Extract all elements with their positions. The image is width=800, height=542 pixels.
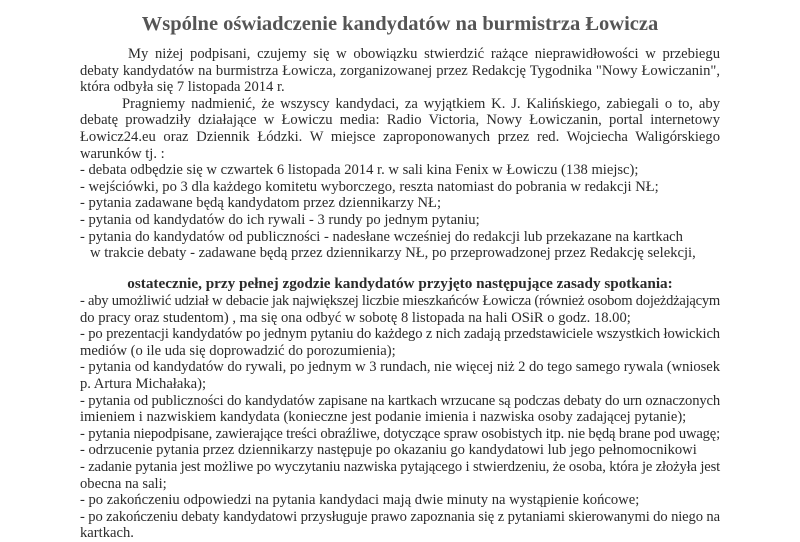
list-item: - pytania niepodpisane, zawierające treści obraźliwe, dotyczące spraw osobistych itp. nie będą brane pod uwagę; [80, 425, 721, 442]
list-item: mediów (o ile uda się doprowadzić do porozumienia); [80, 342, 396, 359]
list-item: - aby umożliwić udział w debacie jak największej liczbie mieszkańców Łowicza (również osobom dojeżdżającym [80, 293, 720, 309]
list-item: - pytania od publiczności do kandydatów zapisane na kartkach wrzucane są podczas debaty do urn oznaczonych [80, 392, 720, 409]
list-item: - pytania do kandydatów od publiczności - nadesłane wcześniej do redakcji lub przekazane na kartkach [80, 228, 683, 245]
intro-section [80, 46, 720, 262]
list-item: do pracy oraz studentom) , ma się ona odbyć w sobotę 8 listopada na hali OSiR o godz. 18.00; [80, 309, 631, 326]
text-line: Łowicz24.eu oraz Dziennik Łódzki. W miejsce zaproponowanych przez red. Wojciecha Waligórskiego [80, 128, 720, 145]
list-item: - pytania od kandydatów do ich rywali - 3 rundy po jednym pytaniu; [80, 211, 480, 228]
list-item: - pytania od kandydatów do rywali, po jednym w 3 rundach, nie więcej niż 2 do tego samego rywala (wniosek [80, 359, 720, 376]
text-line: debatę prowadziły działające w Łowiczu media: Radio Victoria, Nowy Łowiczanin, portal internetowy [80, 112, 720, 129]
list-item: p. Artura Michałaka); [80, 375, 207, 392]
text-line: Pragniemy nadmienić, że wszyscy kandydaci, za wyjątkiem K. J. Kalińskiego, zabiegali o to, aby [122, 95, 720, 112]
rules-section [80, 293, 720, 542]
text-line: warunków tj. : [80, 145, 165, 162]
text-line: która odbyła się 7 listopada 2014 r. [80, 79, 285, 96]
list-item: - wejściówki, po 3 dla każdego komitetu wyborczego, reszta natomiast do pobrania w redakcji NŁ; [80, 178, 659, 195]
list-item: - pytania zadawane będą kandydatom przez dziennikarzy NŁ; [80, 195, 442, 212]
list-item: - po prezentacji kandydatów po jednym pytaniu do każdego z nich zadają przedstawiciele wszystkich łowickich [80, 326, 720, 343]
rules-subheading: ostatecznie, przy pełnej zgodzie kandydatów przyjęto następujące zasady spotkania: [127, 275, 673, 292]
list-item: - po zakończeniu debaty kandydatowi przysługuje prawo zapoznania się z pytaniami skierowanymi do niego na [80, 508, 720, 525]
list-item: obecna na sali; [80, 475, 167, 492]
list-item: - debata odbędzie się w czwartek 6 listopada 2014 r. w sali kina Fenix w Łowiczu (138 miejsc); [80, 162, 639, 179]
list-item: w trakcie debaty - zadawane będą przez dziennikarzy NŁ, po przeprowadzonej przez Redakcję selekcji, [90, 245, 696, 262]
text-line: debaty kandydatów na burmistrza Łowicza, zorganizowanej przez Redakcję Tygodnika "Nowy Łowiczanin", [80, 62, 720, 79]
document-title: Wspólne oświadczenie kandydatów na burmistrza Łowicza [141, 13, 659, 35]
list-item: - po zakończeniu odpowiedzi na pytania kandydaci mają dwie minuty na wystąpienie końcowe; [80, 492, 640, 509]
text-line: My niżej podpisani, czujemy się w obowiązku stwierdzić rażące nieprawidłowości w przebiegu [128, 46, 720, 62]
list-item: - odrzucenie pytania przez dziennikarzy następuje po okazaniu go kandydatowi lub jego pełnomocnikowi [80, 442, 697, 459]
list-item: - zadanie pytania jest możliwe po wyczytaniu nazwiska pytającego i stwierdzeniu, że osoba, która je złożyła jest [80, 458, 721, 475]
list-item: imieniem i nazwiskiem kandydata (konieczne jest podanie imienia i nazwiska osoby zadającej pytanie); [80, 409, 687, 426]
list-item: kartkach. [80, 525, 134, 542]
